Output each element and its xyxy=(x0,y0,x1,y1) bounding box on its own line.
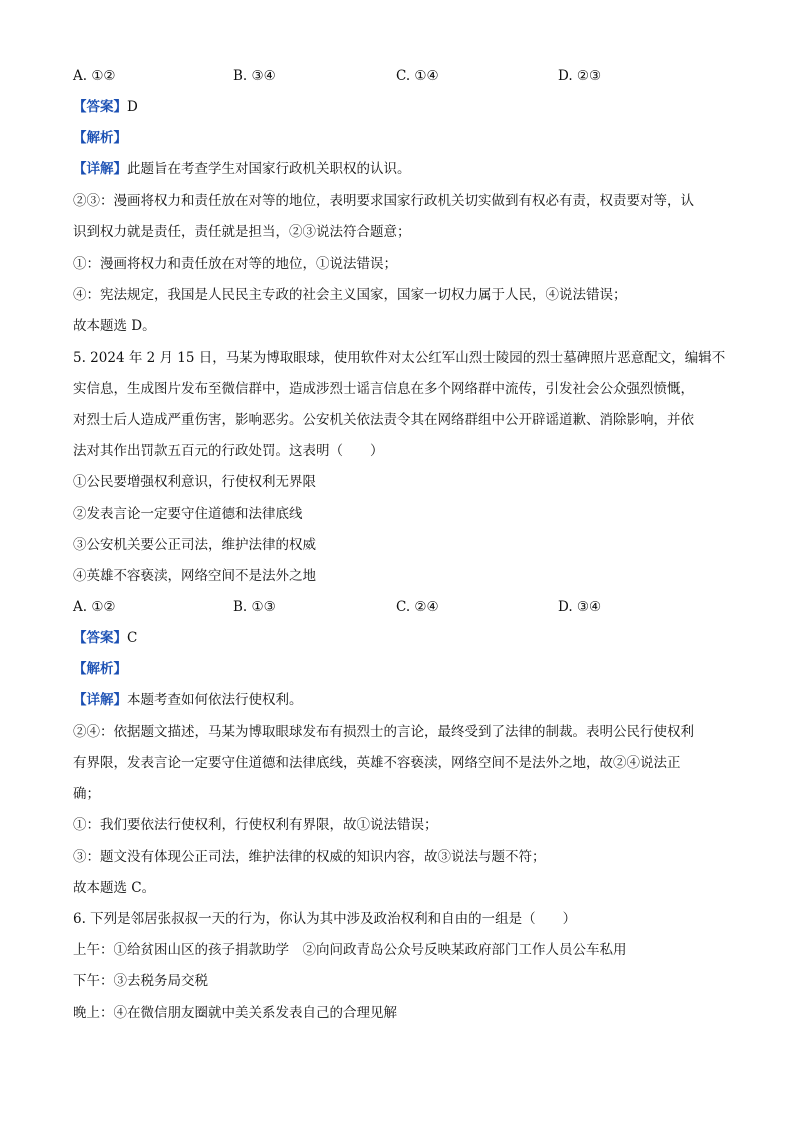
q4-line: 故本题选 D。 xyxy=(73,318,156,334)
q5-stem: 法对其作出罚款五百元的行政处罚。这表明（ ） xyxy=(73,443,384,459)
analysis-tag: 【解析】 xyxy=(73,130,127,146)
q5-answer xyxy=(73,628,137,648)
answer-tag: 【答案】 xyxy=(73,630,127,646)
q5-line: 故本题选 C。 xyxy=(73,880,156,896)
q5-item: ②发表言论一定要守住道德和法律底线 xyxy=(73,506,303,522)
q5-stem: 5. 2024 年 2 月 15 日，马某为博取眼球，使用软件对太公红军山烈士陵园的烈士墓碑照片恶意配文，编辑不 xyxy=(73,350,726,366)
answer-value: C xyxy=(127,630,138,646)
q5-option-c: C. ②④ xyxy=(396,599,439,615)
q4-line: 识到权力就是责任，责任就是担当，②③说法符合题意； xyxy=(73,224,411,240)
detail-text: 此题旨在考查学生对国家行政机关职权的认识。 xyxy=(127,161,411,177)
q5-option-b: B. ①③ xyxy=(233,599,276,615)
q4-option-b: B. ③④ xyxy=(233,68,276,84)
q5-line: 有界限，发表言论一定要守住道德和法律底线，英雄不容亵渎，网络空间不是法外之地，故②④说法正 xyxy=(73,755,681,771)
detail-text: 本题考查如何依法行使权利。 xyxy=(127,692,303,708)
q5-line: 确； xyxy=(73,786,100,802)
q6-line: 下午：③去税务局交税 xyxy=(73,973,208,989)
q4-option-c: C. ①④ xyxy=(396,68,439,84)
q5-item: ④英雄不容亵渎，网络空间不是法外之地 xyxy=(73,568,316,584)
q4-answer xyxy=(73,97,138,117)
q6-stem: 6. 下列是邻居张叔叔一天的行为，你认为其中涉及政治权利和自由的一组是（ ） xyxy=(73,911,577,927)
q5-stem: 实信息，生成图片发布至微信群中，造成涉烈士谣言信息在多个网络群中流传，引发社会公众强烈愤慨， xyxy=(73,381,694,397)
q4-option-a: A. ①② xyxy=(73,68,116,84)
q4-line: ①：漫画将权力和责任放在对等的地位，①说法错误； xyxy=(73,256,397,272)
q5-stem: 对烈士后人造成严重伤害，影响恶劣。公安机关依法责令其在网络群组中公开辟谣道歉、消除影响，并依 xyxy=(73,412,694,428)
q5-detail xyxy=(73,690,303,710)
q5-line: ③：题文没有体现公正司法，维护法律的权威的知识内容，故③说法与题不符； xyxy=(73,849,546,865)
q5-option-a: A. ①② xyxy=(73,599,116,615)
answer-tag: 【答案】 xyxy=(73,99,127,115)
q4-line: ④：宪法规定，我国是人民民主专政的社会主义国家，国家一切权力属于人民，④说法错误； xyxy=(73,287,627,303)
q5-line: ②④：依据题文描述，马某为博取眼球发布有损烈士的言论，最终受到了法律的制裁。表明公民行使权利 xyxy=(73,724,694,740)
q4-analysis-tag xyxy=(73,128,127,148)
q5-option-d: D. ③④ xyxy=(558,599,602,615)
q6-line: 晚上：④在微信朋友圈就中美关系发表自己的合理见解 xyxy=(73,1005,397,1021)
detail-tag: 【详解】 xyxy=(73,161,127,177)
q5-analysis-tag xyxy=(73,659,127,679)
q4-line: ②③：漫画将权力和责任放在对等的地位，表明要求国家行政机关切实做到有权必有责，权责要对等，认 xyxy=(73,193,694,209)
q5-item: ①公民要增强权利意识，行使权利无界限 xyxy=(73,474,316,490)
q4-option-d: D. ②③ xyxy=(558,68,602,84)
detail-tag: 【详解】 xyxy=(73,692,127,708)
answer-value: D xyxy=(127,99,138,115)
q5-item: ③公安机关要公正司法，维护法律的权威 xyxy=(73,537,316,553)
q6-line: 上午：①给贫困山区的孩子捐款助学 ②向问政青岛公众号反映某政府部门工作人员公车私用 xyxy=(73,942,627,958)
q4-detail xyxy=(73,159,411,179)
q5-line: ①：我们要依法行使权利，行使权利有界限，故①说法错误； xyxy=(73,817,438,833)
analysis-tag: 【解析】 xyxy=(73,661,127,677)
